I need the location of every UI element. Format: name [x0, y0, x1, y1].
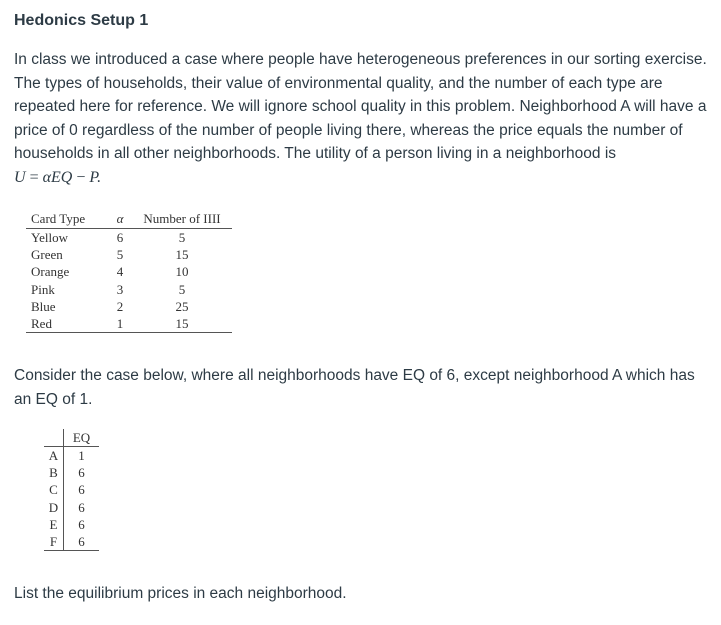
eq-table-row [44, 499, 99, 516]
alpha-cell: 2 [116, 298, 124, 314]
alpha-cell: 1 [108, 315, 132, 333]
consider-paragraph: Consider the case below, where all neighborhoods have EQ of 6, except neighborhood A which has an EQ of 1. [14, 367, 695, 408]
card-type-cell: Orange [31, 264, 70, 280]
alpha-cell: 5 [116, 247, 124, 263]
card-table-row [26, 246, 232, 263]
card-type-cell: Pink [31, 281, 55, 297]
intro-text: In class we introduced a case where people have heterogeneous preferences in our sorting exercise. The types of households, their value of environmental quality, and the number of each type are repeated here for reference. We will ignore school quality in this problem. Neighborhood A will have a price of 0 regardless of the number of people living there, whereas the price equals the number of households in all other neighborhoods. The utility of a person living in a neighborhood is [14, 51, 707, 163]
card-type-cell: Green [31, 247, 63, 263]
eq-table-row [44, 464, 99, 481]
header-alpha: α [108, 210, 132, 229]
card-table-row [26, 263, 232, 280]
formula-price: P. [89, 168, 102, 186]
card-type-table [26, 210, 232, 333]
number-cell: 10 [175, 264, 189, 280]
eq-table-header-row [44, 429, 99, 447]
eq-value-cell: 6 [78, 499, 85, 515]
card-type-cell: Blue [31, 298, 56, 314]
eq-value-cell: 1 [78, 448, 85, 463]
number-cell: 5 [178, 230, 186, 245]
neighborhood-cell: F [44, 533, 64, 551]
formula-alpha-eq: αEQ [42, 168, 73, 186]
number-cell: 15 [175, 247, 189, 263]
eq-table-row [44, 447, 99, 465]
card-type-cell: Yellow [31, 230, 68, 245]
number-cell: 5 [178, 281, 186, 297]
intro-paragraph [14, 48, 714, 190]
alpha-cell: 6 [116, 230, 124, 245]
neighborhood-cell: D [44, 499, 64, 516]
eq-table-row [44, 516, 99, 533]
utility-formula [14, 169, 101, 186]
eq-value-cell: 6 [64, 533, 100, 551]
eq-value-cell: 6 [78, 465, 85, 481]
question-text: List the equilibrium prices in each neighborhood. [14, 585, 347, 602]
eq-value-cell: 6 [78, 482, 85, 498]
eq-table-row [44, 533, 99, 551]
card-table-row [26, 315, 232, 333]
formula-equals: = [29, 168, 39, 186]
neighborhood-cell: E [44, 516, 64, 533]
neighborhood-cell: C [44, 481, 64, 498]
card-table-row [26, 281, 232, 298]
card-type-cell: Red [26, 315, 108, 333]
eq-value-cell: 6 [78, 516, 85, 532]
number-cell: 15 [132, 315, 232, 333]
header-eq: EQ [64, 429, 100, 447]
alpha-cell: 3 [116, 281, 124, 297]
number-cell: 25 [175, 298, 189, 314]
formula-lhs: U [14, 168, 26, 186]
neighborhood-cell: A [44, 447, 64, 465]
card-table-header-row [26, 210, 232, 229]
eq-table-row [44, 481, 99, 498]
formula-minus: − [76, 168, 86, 186]
alpha-cell: 4 [116, 264, 124, 280]
header-number: Number of IIII [132, 210, 232, 229]
page-title: Hedonics Setup 1 [14, 12, 149, 29]
neighborhood-eq-table [44, 429, 99, 551]
header-card-type: Card Type [26, 210, 108, 229]
header-neighborhood [44, 429, 64, 447]
card-table-row [26, 298, 232, 315]
card-table-row [26, 229, 232, 247]
neighborhood-cell: B [44, 464, 64, 481]
